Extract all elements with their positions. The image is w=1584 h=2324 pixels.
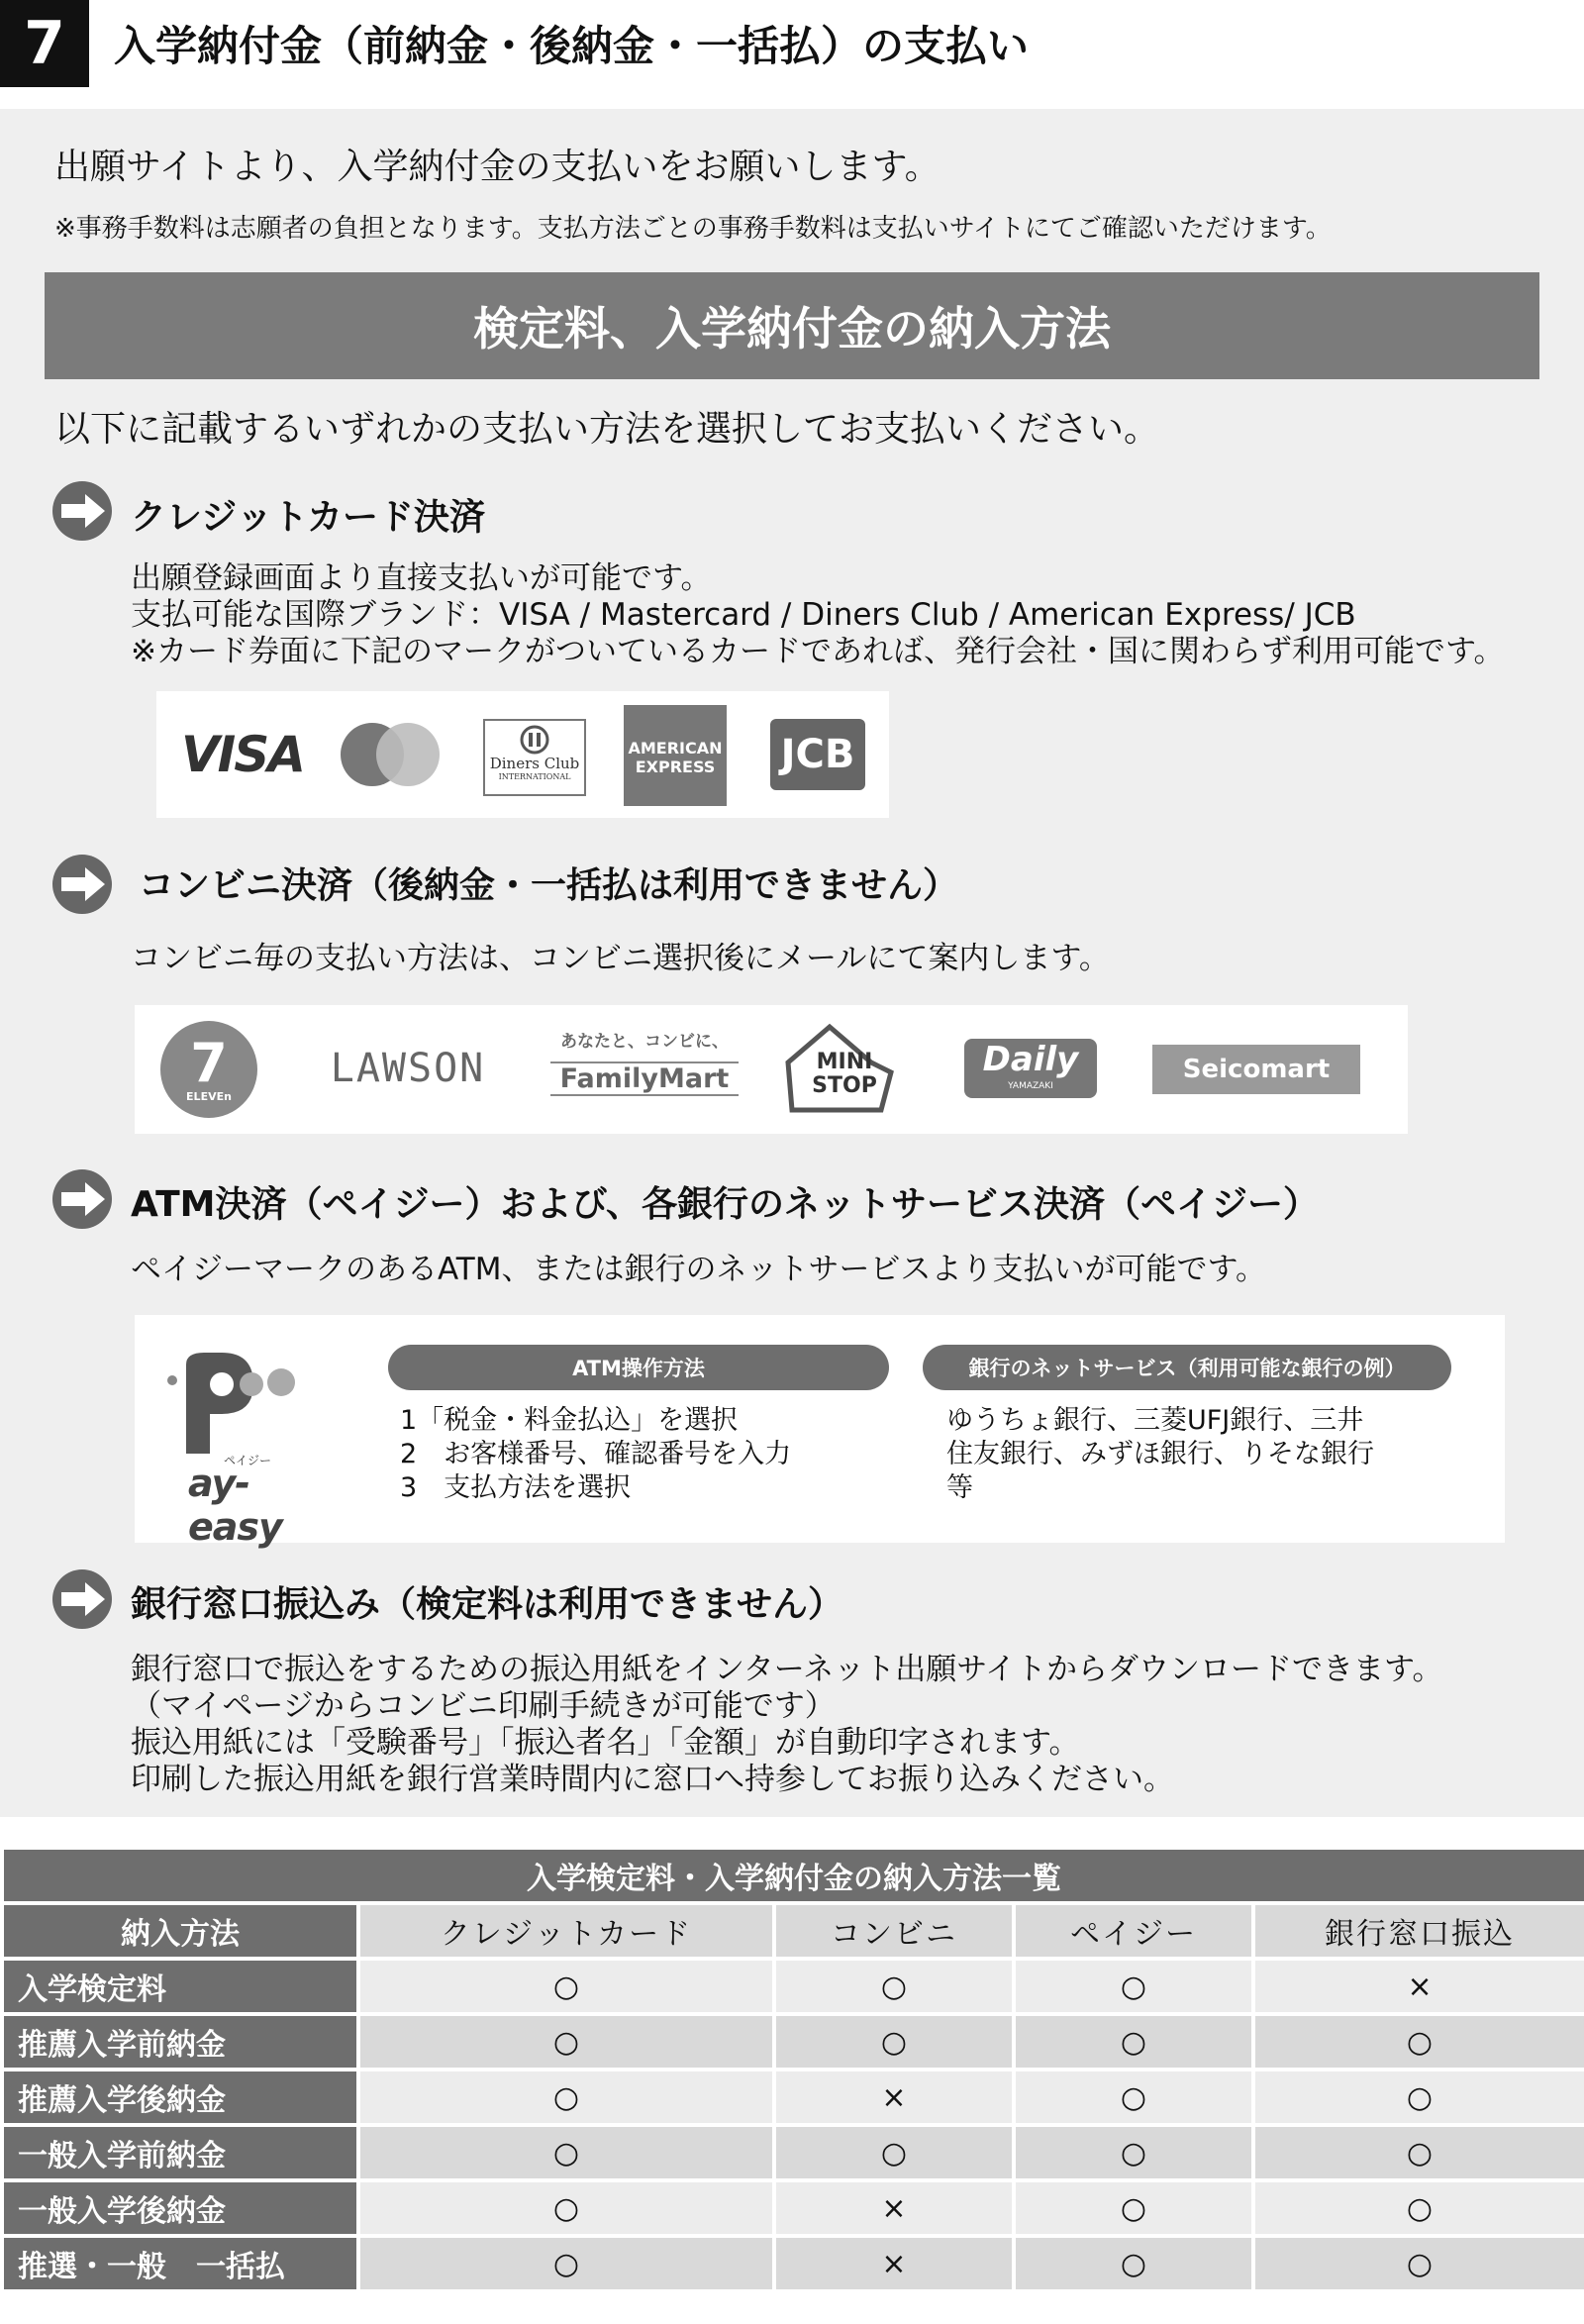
net-line-3: 等 xyxy=(946,1472,973,1503)
ministop-text-2: STOP xyxy=(812,1073,877,1098)
payeasy-emblem-icon xyxy=(164,1345,323,1464)
fee-note: ※事務手数料は志願者の負担となります。支払方法ごとの事務手数料は支払いサイトにてご確認いただけます。 xyxy=(54,214,1332,244)
net-pill: 銀行のネットサービス（利用可能な銀行の例） xyxy=(923,1345,1451,1390)
diners-logo xyxy=(483,719,586,796)
payment-methods-table xyxy=(0,1846,1584,2293)
amex-text-2: EXPRESS xyxy=(635,758,716,776)
atm-step-1: 1「税金・料金払込」を選択 xyxy=(400,1405,739,1436)
table-cell: ○ xyxy=(358,1959,774,2014)
payeasy-box xyxy=(135,1315,1505,1549)
column-header: クレジットカード xyxy=(358,1903,774,1959)
column-header: 銀行窓口振込 xyxy=(1253,1903,1584,1959)
familymart-logo xyxy=(550,1027,739,1116)
daily-logo xyxy=(964,1039,1097,1098)
table-cell: ○ xyxy=(1014,2070,1253,2125)
table-cell: ○ xyxy=(1014,2014,1253,2070)
bank-line-1: 銀行窓口で振込をするための振込用紙をインターネット出願サイトからダウンロードできます。 xyxy=(131,1652,1443,1687)
row-label: 一般入学前納金 xyxy=(2,2125,358,2180)
atm-step-2: 2 お客様番号、確認番号を入力 xyxy=(400,1439,792,1469)
familymart-text: FamilyMart xyxy=(550,1061,739,1096)
daily-subtext: YAMAZAKI xyxy=(1008,1081,1053,1091)
credit-title: クレジットカード決済 xyxy=(131,497,486,538)
table-cell: ○ xyxy=(1014,1959,1253,2014)
familymart-slogan: あなたと、コンビに、 xyxy=(560,1032,729,1052)
table-caption-row xyxy=(2,1848,1584,1903)
arrow-right-icon xyxy=(51,1168,113,1230)
table-row xyxy=(2,2014,1584,2070)
credit-line-2: 支払可能な国際ブランド：VISA / Mastercard / Diners Club / American Express/ JCB xyxy=(131,597,1356,633)
table-cell: ○ xyxy=(774,2014,1014,2070)
bank-line-3: 振込用紙には「受験番号」「振込者名」「金額」が自動印字されます。 xyxy=(131,1725,1080,1761)
seven-eleven-text: ELEVEn xyxy=(186,1089,232,1103)
jcb-logo: JCB xyxy=(770,719,865,790)
section-banner: 検定料、入学納付金の納入方法 xyxy=(45,272,1539,379)
conv-title: コンビニ決済（後納金・一括払は利用できません） xyxy=(139,865,959,906)
table-cell: × xyxy=(774,2180,1014,2236)
column-header: コンビニ xyxy=(774,1903,1014,1959)
table-cell: ○ xyxy=(358,2125,774,2180)
table-row xyxy=(2,2180,1584,2236)
page-title: 入学納付金（前納金・後納金・一括払）の支払い xyxy=(114,22,1030,70)
table-cell: ○ xyxy=(358,2070,774,2125)
intro-text: 出願サイトより、入学納付金の支払いをお願いします。 xyxy=(54,147,940,187)
ministop-logo xyxy=(778,1023,901,1116)
table-cell: ○ xyxy=(358,2180,774,2236)
bank-line-4: 印刷した振込用紙を銀行営業時間内に窓口へ持参してお振り込みください。 xyxy=(131,1762,1174,1797)
table-header-row xyxy=(2,1903,1584,1959)
table-cell: ○ xyxy=(774,2125,1014,2180)
atm-pill: ATM操作方法 xyxy=(388,1345,889,1390)
payeasy-text: ay-easy xyxy=(188,1462,282,1549)
credit-line-3: ※カード券面に下記のマークがついているカードであれば、発行会社・国に関わらず利用可能です。 xyxy=(131,634,1505,669)
table-cell: ○ xyxy=(358,2236,774,2291)
conv-logos xyxy=(135,1005,1408,1134)
lead-text: 以下に記載するいずれかの支払い方法を選択してお支払いください。 xyxy=(54,409,1160,450)
diners-subtext: INTERNATIONAL xyxy=(498,772,571,781)
bank-line-2: （マイページからコンビニ印刷手続きが可能です） xyxy=(131,1688,836,1724)
atm-title: ATM決済（ペイジー）および、各銀行のネットサービス決済（ペイジー） xyxy=(131,1184,1320,1225)
net-line-2: 住友銀行、みずほ銀行、りそな銀行 xyxy=(946,1439,1374,1469)
table-caption: 入学検定料・入学納付金の納入方法一覧 xyxy=(2,1848,1584,1903)
mastercard-logo xyxy=(335,721,446,788)
table-row xyxy=(2,1959,1584,2014)
credit-line-1: 出願登録画面より直接支払いが可能です。 xyxy=(131,560,712,596)
daily-text: Daily xyxy=(982,1040,1079,1079)
table-cell: ○ xyxy=(1014,2125,1253,2180)
row-label: 推薦入学前納金 xyxy=(2,2014,358,2070)
table-row xyxy=(2,2236,1584,2291)
bank-title: 銀行窓口振込み（検定料は利用できません） xyxy=(131,1584,844,1625)
row-label: 推薦入学後納金 xyxy=(2,2070,358,2125)
amex-text-1: AMERICAN xyxy=(628,739,723,758)
table-cell: ○ xyxy=(1253,2236,1584,2291)
table-cell: ○ xyxy=(1253,2070,1584,2125)
arrow-right-icon xyxy=(51,1568,113,1630)
lawson-logo: LAWSON xyxy=(330,1046,486,1091)
payeasy-small-text: ペイジー xyxy=(224,1454,272,1467)
row-label: 一般入学後納金 xyxy=(2,2180,358,2236)
table-cell: × xyxy=(774,2070,1014,2125)
payeasy-logo xyxy=(164,1345,323,1549)
table-cell: × xyxy=(1253,1959,1584,2014)
table-row xyxy=(2,2125,1584,2180)
table-cell: ○ xyxy=(1014,2180,1253,2236)
visa-logo: VISA xyxy=(180,726,304,783)
section-number: 7 xyxy=(0,0,89,87)
table-cell: ○ xyxy=(1253,2180,1584,2236)
card-logos xyxy=(156,691,889,818)
seicomart-logo: Seicomart xyxy=(1152,1045,1360,1094)
diners-emblem-icon xyxy=(515,725,554,755)
diners-text: Diners Club xyxy=(489,755,580,772)
row-label: 推選・一般 一括払 xyxy=(2,2236,358,2291)
ministop-text-1: MINI xyxy=(816,1050,873,1074)
table-cell: ○ xyxy=(774,1959,1014,2014)
table-row xyxy=(2,2070,1584,2125)
table-cell: ○ xyxy=(358,2014,774,2070)
table-cell: ○ xyxy=(1014,2236,1253,2291)
atm-line: ペイジーマークのあるATM、または銀行のネットサービスより支払いが可能です。 xyxy=(131,1252,1266,1287)
net-line-1: ゆうちょ銀行、三菱UFJ銀行、三井 xyxy=(946,1405,1364,1436)
table-cell: ○ xyxy=(1253,2125,1584,2180)
table-cell: ○ xyxy=(1253,2014,1584,2070)
column-header: ペイジー xyxy=(1014,1903,1253,1959)
table-corner-header: 納入方法 xyxy=(2,1903,358,1959)
arrow-right-icon xyxy=(51,480,113,542)
atm-step-3: 3 支払方法を選択 xyxy=(400,1472,632,1503)
conv-line: コンビニ毎の支払い方法は、コンビニ選択後にメールにて案内します。 xyxy=(131,941,1110,976)
row-label: 入学検定料 xyxy=(2,1959,358,2014)
table-cell: × xyxy=(774,2236,1014,2291)
seven-eleven-logo xyxy=(160,1021,257,1118)
arrow-right-icon xyxy=(51,854,113,915)
seven-eleven-number: 7 xyxy=(190,1031,228,1094)
amex-logo xyxy=(624,705,727,806)
